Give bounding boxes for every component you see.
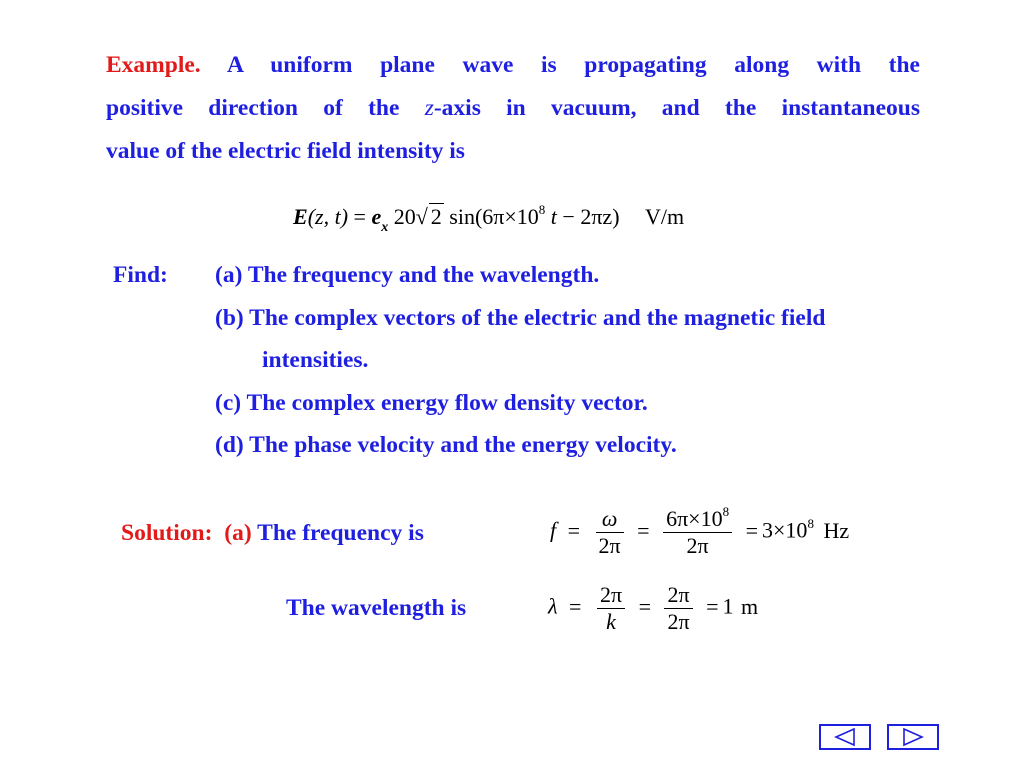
eq-unit-vector: e: [371, 204, 382, 229]
wavelength-equation: λ = $\frac{2\pi}{k}$ = $\frac{2\pi}{2\pi}$ = 1 m: [548, 582, 759, 634]
find-item-c: (c) The complex energy flow density vector.: [215, 390, 648, 416]
example-label: Example.: [106, 52, 201, 78]
eq-args: (z, t): [307, 204, 349, 229]
find-label: Find:: [113, 262, 168, 288]
wave-k: k: [597, 608, 625, 635]
wave-fraction-1: [597, 582, 625, 635]
eq-exponent: 8: [538, 202, 546, 217]
solution-part: (a): [224, 520, 252, 546]
intro-line-2-post: -axis in vacuum, and the instantaneous: [433, 95, 920, 121]
previous-slide-button[interactable]: [819, 724, 871, 750]
field-equation: [293, 202, 685, 235]
triangle-left-icon: [821, 726, 869, 748]
wavelength-text: The wavelength is: [286, 595, 467, 621]
triangle-right-icon: [889, 726, 937, 748]
freq-den-2: 2π: [663, 532, 732, 559]
wave-lambda: λ: [548, 593, 558, 619]
eq-unit: V/m: [645, 204, 685, 229]
wave-result: 1: [722, 593, 734, 619]
find-item-a: (a) The frequency and the wavelength.: [215, 262, 600, 288]
example-paragraph: [106, 44, 920, 173]
wave-unit: m: [741, 593, 759, 619]
wave-fraction-2: [664, 582, 692, 635]
intro-line-1: A uniform plane wave is propagating along with the: [226, 52, 920, 78]
intro-line-3: value of the electric field intensity is: [106, 138, 465, 164]
freq-num-2: 6π×10: [666, 506, 723, 531]
eq-tail: − 2πz): [562, 204, 620, 229]
freq-unit: Hz: [823, 517, 850, 543]
solution-heading: [121, 520, 424, 547]
eq-sqrt-arg: 2: [430, 204, 442, 229]
wave-den-2: 2π: [664, 608, 692, 635]
wave-num-1: 2π: [599, 582, 623, 607]
find-item-b-cont: intensities.: [262, 347, 369, 373]
frequency-text: The frequency is: [257, 520, 424, 546]
freq-result: 3×10: [762, 517, 808, 543]
wave-num-2: 2π: [667, 582, 690, 607]
freq-omega: ω: [601, 506, 618, 531]
find-item-b: (b) The complex vectors of the electric and the magnetic field: [215, 305, 826, 331]
freq-fraction-1: [596, 506, 624, 559]
eq-equals: =: [353, 204, 366, 229]
freq-f: f: [550, 517, 557, 543]
intro-z-variable: z: [424, 95, 434, 121]
eq-E-symbol: E: [293, 204, 308, 229]
find-item-d: (d) The phase velocity and the energy velocity.: [215, 432, 677, 458]
intro-line-2-pre: positive direction of the: [106, 95, 400, 121]
freq-result-exp: 8: [807, 515, 814, 531]
freq-fraction-2: [663, 506, 732, 559]
eq-coefficient: 20: [393, 204, 416, 229]
freq-den-1: 2π: [596, 532, 624, 559]
solution-label: Solution:: [121, 520, 213, 546]
frequency-equation: f = $\frac{\omega}{2\pi}$ = $\frac{6\pi\times 10^8}{2\pi}$ = $3\times 10^8$ Hz: [550, 504, 850, 558]
next-slide-button[interactable]: [887, 724, 939, 750]
eq-sin: sin(6π×10: [449, 204, 539, 229]
freq-num-exp: 8: [722, 504, 730, 519]
eq-t: t: [550, 204, 557, 229]
eq-unit-subscript: x: [381, 220, 389, 235]
sqrt-icon: √: [415, 204, 428, 229]
